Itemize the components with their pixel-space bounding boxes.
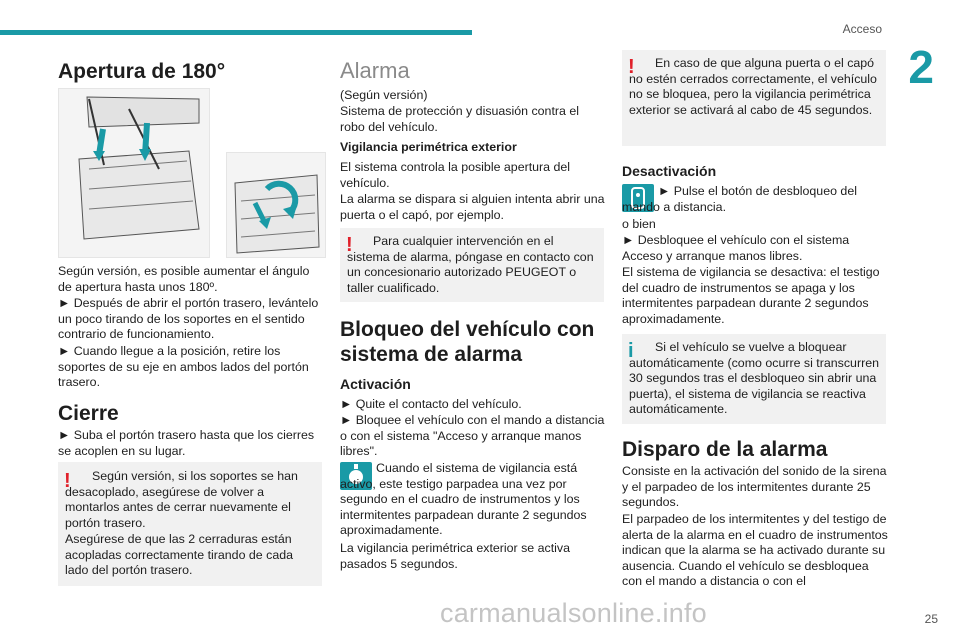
watermark: carmanualsonline.info [440,598,707,628]
tailgate-illustration-1 [58,88,210,258]
warning-text: Asegúrese de que las 2 cerraduras están acopladas correctamente tirando de cada lado del portón trasero. [65,532,293,578]
tailgate-illustration-2 [226,152,326,258]
warning-icon: ! [64,470,71,492]
heading-disparo: Disparo de la alarma [622,438,828,461]
paragraph: Según versión, es posible aumentar el ángulo de apertura hasta unos 180º. [58,264,310,294]
warning-text: Para cualquier intervención en el sistema de alarma, póngase en contacto con un concesionario autorizado PEUGEOT o taller cualificado. [347,234,594,295]
warning-icon: ! [628,56,635,78]
warning-text: En caso de que alguna puerta o el capó no estén cerrados correctamente, el vehículo no se bloquea, pero la vigilancia perimétrica exterior se activará al cabo de 45 segundos. [629,56,877,117]
paragraph: ► Después de abrir el portón trasero, levántelo un poco tirando de los soportes en el sentido contrario de funcionamiento. [58,296,319,342]
info-icon: i [628,340,634,362]
info-text: Si el vehículo se vuelve a bloquear automáticamente (como ocurre si transcurren 30 segundos tras el desbloqueo sin abrir una puerta), el sistema de vigilancia se reactiva automáticamente. [629,340,879,417]
heading-cierre: Cierre [58,402,119,425]
chapter-number: 2 [908,41,934,93]
header-accent-bar [0,30,472,35]
heading-bloqueo: Bloqueo del vehículo con sistema de alarma [340,318,595,366]
heading-activacion: Activación [340,376,411,392]
paragraph: La vigilancia perimétrica exterior se activa pasados 5 segundos. [340,541,571,571]
paragraph: La alarma se dispara si alguien intenta abrir una puerta o el capó, por ejemplo. [340,192,605,222]
warning-icon: ! [346,234,353,256]
warning-box [58,462,322,586]
paragraph: o bien [622,217,656,231]
heading-desactivacion: Desactivación [622,163,717,179]
paragraph: El sistema de vigilancia se desactiva: el testigo del cuadro de instrumentos se apaga y los intermitentes parpadean durante 2 segundos aproximadamente. [622,265,880,326]
paragraph: ► Suba el portón trasero hasta que los cierres se acoplen en su lugar. [58,428,315,458]
section-title: Acceso [842,22,882,36]
paragraph: ► Pulse el botón de desbloqueo del mando a distancia. [622,184,857,214]
paragraph: (Según versión) [340,88,428,102]
page-number: 25 [924,612,938,626]
paragraph: El parpadeo de los intermitentes y del testigo de alerta de la alarma en el cuadro de instrumentos indican que la alarma se ha activado durante su ausencia. Cuando el vehículo se desbloquea con el mando a distancia o con el [622,512,888,589]
heading-apertura: Apertura de 180° [58,60,226,83]
heading-alarma: Alarma [340,58,410,83]
warning-box [340,228,604,302]
paragraph: ► Quite el contacto del vehículo. [340,397,522,411]
paragraph: ► Bloquee el vehículo con el mando a distancia o con el sistema "Acceso y arranque manos libres". [340,413,605,459]
paragraph: El sistema controla la posible apertura del vehículo. [340,160,571,190]
paragraph: Cuando el sistema de vigilancia está activo, este testigo parpadea una vez por segundo en el cuadro de instrumentos y los intermitentes parpadean durante 2 segundos aproximadamente. [340,461,587,538]
warning-text: Según versión, si los soportes se han desacoplado, asegúrese de volver a montarlos antes de cerrar nuevamente el portón trasero. [65,469,298,530]
warning-box [622,50,886,146]
paragraph: ► Desbloquee el vehículo con el sistema Acceso y arranque manos libres. [622,233,850,263]
heading-vigilancia: Vigilancia perimétrica exterior [340,140,517,154]
paragraph: Consiste en la activación del sonido de la sirena y el parpadeo de los intermitentes durante 25 segundos. [622,464,887,510]
info-box [622,334,886,424]
paragraph: Sistema de protección y disuasión contra el robo del vehículo. [340,104,579,134]
paragraph: ► Cuando llegue a la posición, retire los soportes de su eje en ambos lados del portón trasero. [58,344,309,390]
